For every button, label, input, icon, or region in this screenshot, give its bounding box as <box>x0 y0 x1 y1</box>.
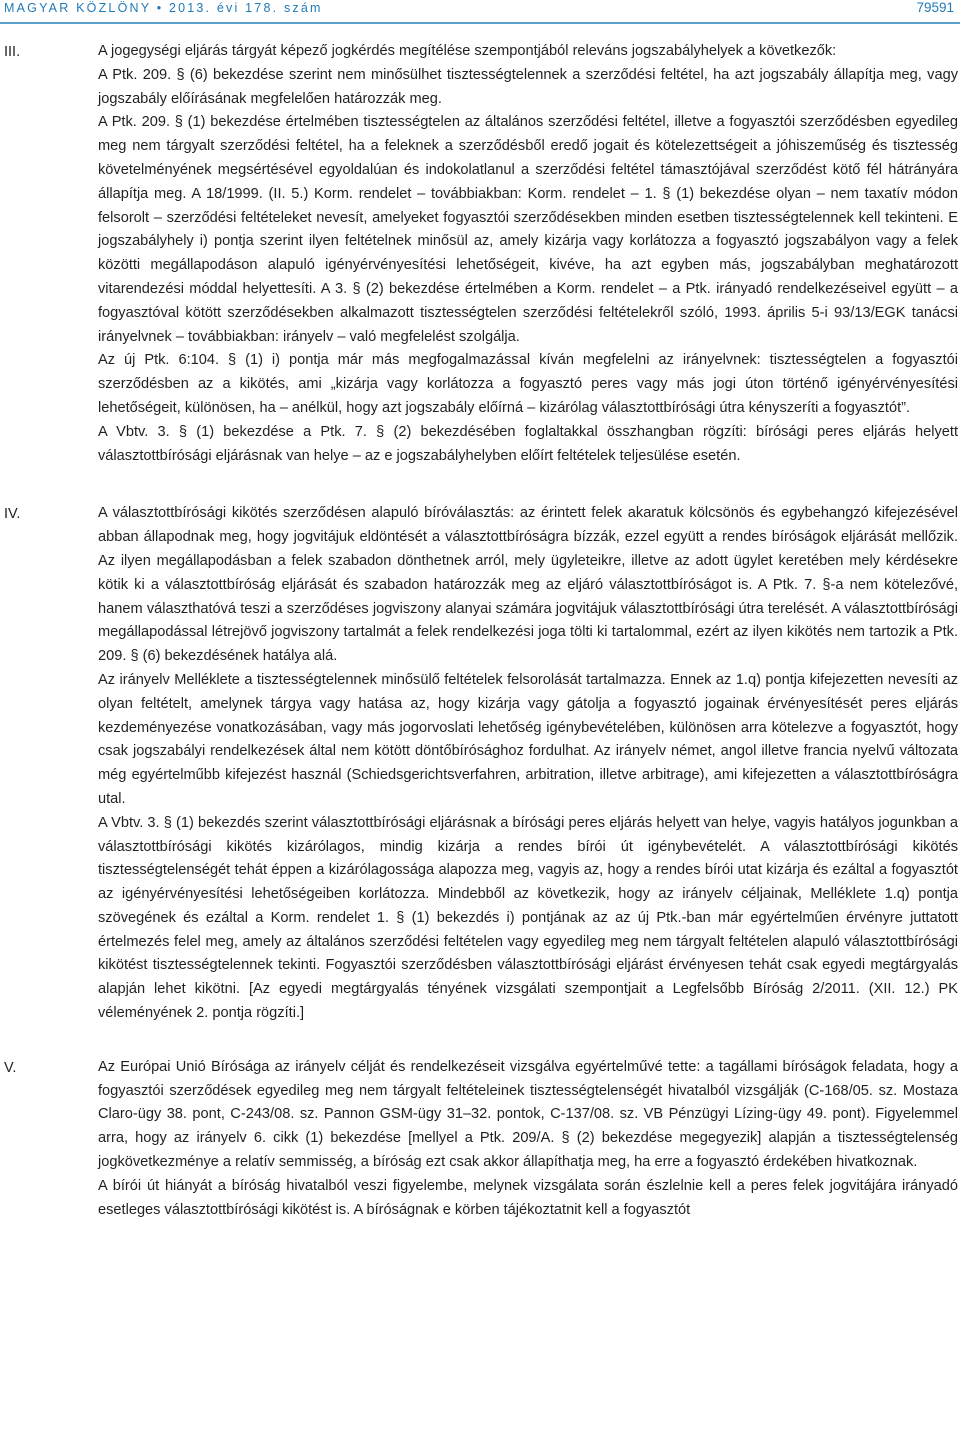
paragraph: A Ptk. 209. § (6) bekezdése szerint nem minősülhet tisztességtelennek a szerződési feltétel, ha azt jogszabály állapítja meg, vagy jogszabály előírásának megfelelően határozzák meg. <box>98 66 958 107</box>
paragraph: A bírói út hiányát a bíróság hivatalból veszi figyelembe, melynek vizsgálata során észlelnie kell a peres felek jogvitájára irányadó esetleges választottbírósági kikötést is. A bíróságnak e körben tájékoztatnit kell a fogyasztót <box>98 1177 958 1218</box>
section-number: V. <box>4 1059 17 1076</box>
document-body <box>0 40 960 1222</box>
paragraph: A jogegységi eljárás tárgyát képező jogkérdés megítélése szempontjából releváns jogszabályhelyek a következők: <box>98 43 837 59</box>
paragraph: Az irányelv Melléklete a tisztességtelennek minősülő feltételek felsorolását tartalmazza. Ennek az 1.q) pontja kifejezetten nevesíti az olyan feltételt, amelynek tárgya vagy hatása az, hogy kizárja vagy gátolja a fogyasztó jogainak érvényesítését peres eljárás kezdeményezése vonatkozásában, vagy más jogorvoslati lehetőség igénybevételében, különösen arra kötelezve a fogyasztót, hogy csak jogszabályi rendelkezések által nem kötött döntőbírósághoz fordulhat. Az irányelv német, angol illetve francia nyelvű változata még egyértelműbb kifejezést használ (Schiedsgerichtsverfahren, arbitration, illetve arbitrage), ami kifejezetten a választottbíróságra utal. <box>98 671 958 807</box>
paragraph: A Vbtv. 3. § (1) bekezdése a Ptk. 7. § (2) bekezdésében foglaltakkal összhangban rögzíti: bírósági peres eljárás helyett választottbírósági eljárásnak van helye – az e jogszabályhelyben előírt feltételek teljesülése esetén. <box>98 423 958 464</box>
paragraph: Az Európai Unió Bírósága az irányelv célját és rendelkezéseit vizsgálva egyértelművé tette: a tagállami bíróságok feladata, hogy a fogyasztói szerződések egyedileg meg nem tárgyalt feltételeinek tisztességtelenségét hivatalból vizsgálják (C-168/05. sz. Mostaza Claro-ügy 38. pont, C-243/08. sz. Pannon GSM-ügy 31–32. pontok, C-137/08. sz. VB Pénzügyi Lízing-ügy 49. pont). Figyelemmel arra, hogy az irányelv 6. cikk (1) bekezdése [mellyel a Ptk. 209/A. § (2) bekezdése megegyezik] alapján a tisztességtelenség jogkövetkezménye a relatív semmisség, a bíróság ezt csak akkor állapíthatja meg, ha erre a fogyasztó érdekében hivatkoznak. <box>98 1058 958 1171</box>
page-header <box>0 0 960 24</box>
paragraph: A Vbtv. 3. § (1) bekezdés szerint választottbírósági eljárásnak a bírósági peres eljárás helyett van helye, vagyis hatályos jogunkban a választottbírósági kikötés kizárólagos, mindig kizárja a rendes bírói út igénybevételét. A választottbírósági kikötés tisztességtelenségét tehát éppen a kizárólagossága alapozza meg, vagyis az, hogy a rendes bírói utat kizárja és ezáltal a fogyasztót az igényérvényesítési lehetőségeiben korlátozza. Mindebből az következik, hogy az irányelv céljainak, Melléklete 1.q) pontja szövegének és ezáltal a Korm. rendelet 1. § (1) bekezdés i) pontjának az az új Ptk.-ban már egyértelműen érvényre juttatott értelmezés felel meg, amely az általános szerződési feltételen vagy egyedileg meg nem tárgyalt feltételen alapuló választottbírósági kikötést tisztességtelennek tekinti. Fogyasztói szerződésben választottbírósági eljárást érvényesen tehát csak egyedi megtárgyalás alapján lehet kikötni. [Az egyedi megtárgyalás tényének vizsgálati szempontjait a Legfelsőbb Bíróság 2/2011. (XII. 12.) PK véleményének 2. pontja rögzíti.] <box>98 814 958 1022</box>
section-iv <box>0 502 960 1026</box>
section-number: IV. <box>4 506 21 523</box>
paragraph: A Ptk. 209. § (1) bekezdése értelmében tisztességtelen az általános szerződési feltétel, illetve a fogyasztói szerződésben egyedileg meg nem tárgyalt szerződési feltétel, ha a feleknek a szerződésből eredő jogait és kötelezettségeit a jóhiszeműség és tisztesség követelményének megsértésével egyoldalúan és indokolatlanul a szerződési feltétel támasztójával szerződést kötő fél hátrányára állapítja meg. A 18/1999. (II. 5.) Korm. rendelet – továbbiakban: Korm. rendelet – 1. § (1) bekezdése olyan – nem taxatív módon felsorolt – szerződési feltételeket nevesít, amelyeket fogyasztói szerződésekben minden esetben tisztességtelennek kell tekinteni. E jogszabályhely i) pontja szerint ilyen feltételnek minősül az, amely kizárja vagy korlátozza a fogyasztó jogszabályon vagy a felek közötti megállapodáson alapuló igényérvényesítési lehetőségeit, kivéve, ha azt egyben más, jogszabályban meghatározott vitarendezési móddal helyettesíti. A 3. § (2) bekezdése értelmében a Korm. rendelet – a Ptk. irányadó rendelkezéseivel együtt – a fogyasztóval kötött szerződésekben alkalmazott tisztességtelen szerződési feltételekről szóló, 1993. április 5-i 93/13/EGK tanácsi irányelvnek – továbbiakban: irányelv – való megfelelést szolgálja. <box>98 114 958 345</box>
section-number: III. <box>4 44 21 60</box>
paragraph: A választottbírósági kikötés szerződésen alapuló bíróválasztás: az érintett felek akaratuk kölcsönös és egybehangzó kifejezésével abban állapodnak meg, hogy jogvitájuk eldöntését a választottbíróságra bízzák, ezzel együtt a rendes bíróságok eljárását mellőzik. Az ilyen megállapodásban a felek szabadon dönthetnek arról, mely ügyleteikre, illetve az adott ügylet keretében mely kérdésekre kötik ki a választottbíróság eljárását és szabadon határozzák meg az eljáró választottbíróságot is. A Ptk. 7. §-a nem kötelezővé, hanem választhatóvá teszi a szerződéses jogviszony alanyai számára jogvitájuk választottbírósági útra terelését. A választottbírósági megállapodással létrejövő jogviszony tartalmát a felek rendelkezési joga tölti ki tartalommal, ezért az ilyen kikötés nem tartozik a Ptk. 209. § (6) bekezdésének hatálya alá. <box>98 505 958 665</box>
journal-title: MAGYAR KÖZLÖNY • 2013. évi 178. szám <box>4 1 323 15</box>
section-v <box>0 1056 960 1223</box>
page-number: 79591 <box>916 0 954 15</box>
paragraph: Az új Ptk. 6:104. § (1) i) pontja már más megfogalmazással kíván megfelelni az irányelvnek: tisztességtelen a fogyasztói szerződésben az a kikötés, ami „kizárja vagy korlátozza a fogyasztó peres vagy más jogi úton történő igényérvényesítési lehetőségeit, különösen, ha – anélkül, hogy azt jogszabály előírná – kizárólag választottbírósági útra kényszeríti a fogyasztót”. <box>98 352 958 416</box>
section-iii <box>0 40 960 468</box>
